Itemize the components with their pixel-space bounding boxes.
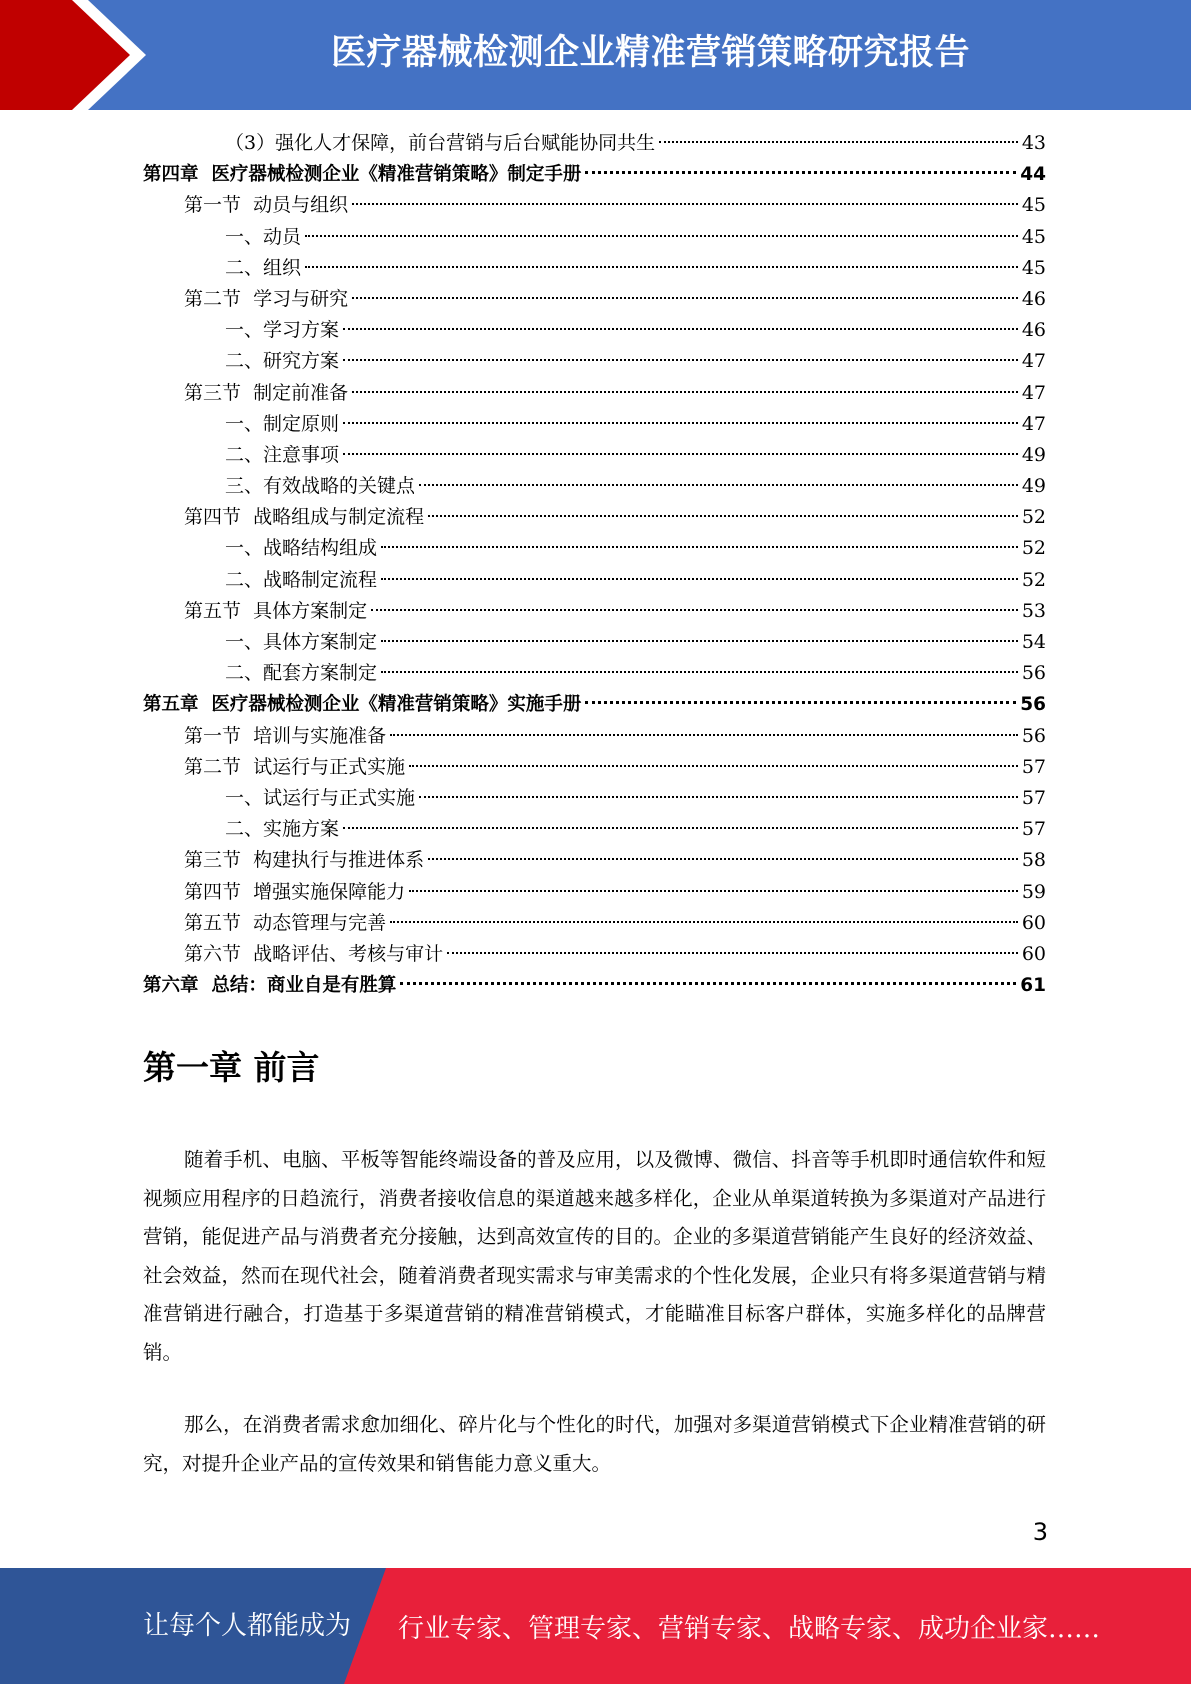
toc-dot-leader (343, 827, 1018, 829)
toc-entry-label: 二、战略制定流程 (225, 568, 378, 591)
toc-entry-label: 第五章 医疗器械检测企业《精准营销策略》实施手册 (143, 694, 582, 716)
toc-entry-page: 60 (1021, 911, 1046, 934)
toc-entry-label: 第六节 战略评估、考核与审计 (184, 942, 444, 965)
toc-entry-label: 一、动员 (225, 225, 302, 248)
toc-entry[interactable] (143, 409, 1046, 440)
toc-entry-label: 二、配套方案制定 (225, 662, 378, 685)
toc-entry-page: 47 (1021, 381, 1046, 404)
toc-entry-label: 二、组织 (225, 256, 302, 279)
toc-dot-leader (343, 328, 1018, 330)
toc-entry-label: 二、研究方案 (225, 350, 340, 373)
toc-entry-page: 46 (1021, 287, 1046, 310)
toc-entry[interactable] (143, 565, 1046, 596)
toc-entry[interactable] (143, 627, 1046, 658)
toc-entry[interactable] (143, 346, 1046, 377)
toc-dot-leader (409, 765, 1018, 767)
toc-entry[interactable] (143, 908, 1046, 939)
toc-entry[interactable] (143, 284, 1046, 315)
toc-entry-page: 52 (1021, 506, 1046, 529)
toc-entry[interactable] (143, 253, 1046, 284)
toc-entry-page: 43 (1021, 132, 1046, 154)
toc-entry-page: 54 (1021, 631, 1046, 653)
toc-dot-leader (381, 578, 1018, 580)
toc-entry[interactable] (143, 502, 1046, 533)
footer-slogan-left: 让每个人都能成为 (143, 1611, 352, 1641)
toc-entry-page: 46 (1021, 319, 1046, 342)
toc-entry[interactable] (143, 752, 1046, 783)
toc-dot-leader (381, 546, 1018, 548)
toc-entry-page: 45 (1021, 225, 1046, 248)
toc-entry-page: 49 (1021, 443, 1046, 466)
toc-entry-page: 52 (1021, 537, 1046, 560)
toc-dot-leader (343, 359, 1018, 361)
page-number: 3 (1032, 1518, 1048, 1546)
page-footer (0, 1568, 1191, 1684)
toc-entry-label: 第二节 学习与研究 (184, 287, 349, 310)
toc-entry-page: 52 (1021, 568, 1046, 591)
toc-entry-page: 57 (1021, 755, 1046, 778)
footer-slogan-right: 行业专家、管理专家、营销专家、战略专家、成功企业家…… (398, 1614, 1101, 1644)
toc-entry-label: 第三节 构建执行与推进体系 (184, 849, 425, 872)
toc-dot-leader (352, 297, 1018, 299)
toc-dot-leader (343, 453, 1018, 455)
toc-entry-page: 59 (1021, 880, 1046, 903)
toc-entry[interactable] (143, 128, 1046, 159)
toc-dot-leader (343, 422, 1018, 424)
toc-entry[interactable] (143, 440, 1046, 471)
toc-entry-label: 第一节 培训与实施准备 (184, 724, 387, 747)
toc-dot-leader (409, 890, 1018, 892)
toc-entry[interactable] (143, 814, 1046, 845)
toc-entry-label: 第二节 试运行与正式实施 (184, 755, 406, 778)
toc-entry-label: 第四节 战略组成与制定流程 (184, 506, 425, 529)
table-of-contents (143, 128, 1046, 1001)
toc-entry-label: 第六章 总结：商业自是有胜算 (143, 975, 397, 997)
toc-entry-label: 一、试运行与正式实施 (225, 786, 416, 809)
body-paragraph: 随着手机、电脑、平板等智能终端设备的普及应用，以及微博、微信、抖音等手机即时通信软件和短视频应用程序的日趋流行，消费者接收信息的渠道越来越多样化，企业从单渠道转换为多渠道对产品进行营销，能促进产品与消费者充分接触，达到高效宣传的目的。企业的多渠道营销能产生良好的经济效益、社会效益，然而在现代社会，随着消费者现实需求与审美需求的个性化发展，企业只有将多渠道营销与精准营销进行融合，打造基于多渠道营销的精准营销模式，才能瞄准目标客户群体，实施多样化的品牌营销。 (143, 1148, 1046, 1364)
report-title: 医疗器械检测企业精准营销策略研究报告 (330, 33, 970, 73)
toc-dot-leader (381, 640, 1018, 642)
toc-entry[interactable] (143, 222, 1046, 253)
toc-dot-leader (419, 796, 1018, 798)
page-header (0, 0, 1191, 110)
toc-dot-leader (428, 515, 1018, 517)
toc-entry-page: 44 (1020, 164, 1046, 186)
toc-entry[interactable] (143, 689, 1046, 720)
toc-entry-page: 56 (1021, 662, 1046, 685)
toc-entry-label: 第五节 动态管理与完善 (184, 911, 387, 934)
toc-entry-label: 第一节 动员与组织 (184, 194, 349, 217)
toc-entry[interactable] (143, 190, 1046, 221)
toc-entry-page: 56 (1020, 694, 1046, 716)
toc-entry-label: 第四节 增强实施保障能力 (184, 880, 406, 903)
toc-entry[interactable] (143, 783, 1046, 814)
toc-entry[interactable] (143, 596, 1046, 627)
toc-dot-leader (428, 858, 1018, 860)
toc-dot-leader (447, 952, 1018, 954)
toc-entry[interactable] (143, 658, 1046, 689)
toc-dot-leader (585, 701, 1016, 704)
toc-dot-leader (585, 171, 1016, 174)
toc-entry-label: 二、注意事项 (225, 443, 340, 466)
toc-dot-leader (659, 141, 1018, 143)
toc-entry[interactable] (143, 970, 1046, 1001)
toc-entry-page: 58 (1021, 849, 1046, 872)
chapter-heading: 第一章 前言 (143, 1048, 320, 1087)
toc-entry[interactable] (143, 721, 1046, 752)
toc-entry[interactable] (143, 877, 1046, 908)
toc-dot-leader (390, 734, 1018, 736)
toc-dot-leader (305, 266, 1018, 268)
toc-entry-page: 60 (1021, 942, 1046, 965)
toc-entry-page: 56 (1021, 724, 1046, 747)
toc-entry-label: 一、制定原则 (225, 412, 340, 435)
toc-entry-page: 57 (1021, 818, 1046, 841)
toc-entry-label: 一、学习方案 (225, 319, 340, 342)
toc-dot-leader (305, 235, 1018, 237)
toc-dot-leader (419, 484, 1018, 486)
toc-entry-page: 61 (1020, 975, 1046, 997)
toc-entry-label: 一、战略结构组成 (225, 537, 378, 560)
toc-dot-leader (390, 921, 1018, 923)
toc-entry[interactable] (143, 315, 1046, 346)
toc-entry[interactable] (143, 471, 1046, 502)
toc-entry-page: 49 (1021, 475, 1046, 498)
toc-entry-label: 第三节 制定前准备 (184, 381, 349, 404)
toc-entry-label: 第四章 医疗器械检测企业《精准营销策略》制定手册 (143, 164, 582, 186)
toc-entry-label: 第五节 具体方案制定 (184, 599, 368, 622)
toc-dot-leader (381, 671, 1018, 673)
toc-entry[interactable] (143, 939, 1046, 970)
toc-entry-label: 二、实施方案 (225, 818, 340, 841)
toc-entry-page: 45 (1021, 256, 1046, 279)
toc-entry-label: 三、有效战略的关键点 (225, 475, 416, 498)
toc-dot-leader (400, 982, 1016, 985)
toc-entry-label: （3）强化人才保障，前台营销与后台赋能协同共生 (225, 132, 656, 154)
toc-entry-page: 45 (1021, 194, 1046, 217)
toc-entry[interactable] (143, 378, 1046, 409)
toc-entry-page: 57 (1021, 786, 1046, 809)
toc-entry-page: 47 (1021, 350, 1046, 373)
toc-dot-leader (352, 391, 1018, 393)
toc-dot-leader (352, 203, 1018, 205)
toc-entry[interactable] (143, 845, 1046, 876)
body-paragraph: 那么，在消费者需求愈加细化、碎片化与个性化的时代，加强对多渠道营销模式下企业精准营销的研究，对提升企业产品的宣传效果和销售能力意义重大。 (143, 1413, 1046, 1475)
toc-entry-page: 47 (1021, 412, 1046, 435)
toc-entry[interactable] (143, 159, 1046, 190)
toc-entry[interactable] (143, 533, 1046, 564)
toc-dot-leader (371, 609, 1018, 611)
toc-entry-label: 一、具体方案制定 (225, 631, 378, 653)
toc-entry-page: 53 (1021, 599, 1046, 622)
